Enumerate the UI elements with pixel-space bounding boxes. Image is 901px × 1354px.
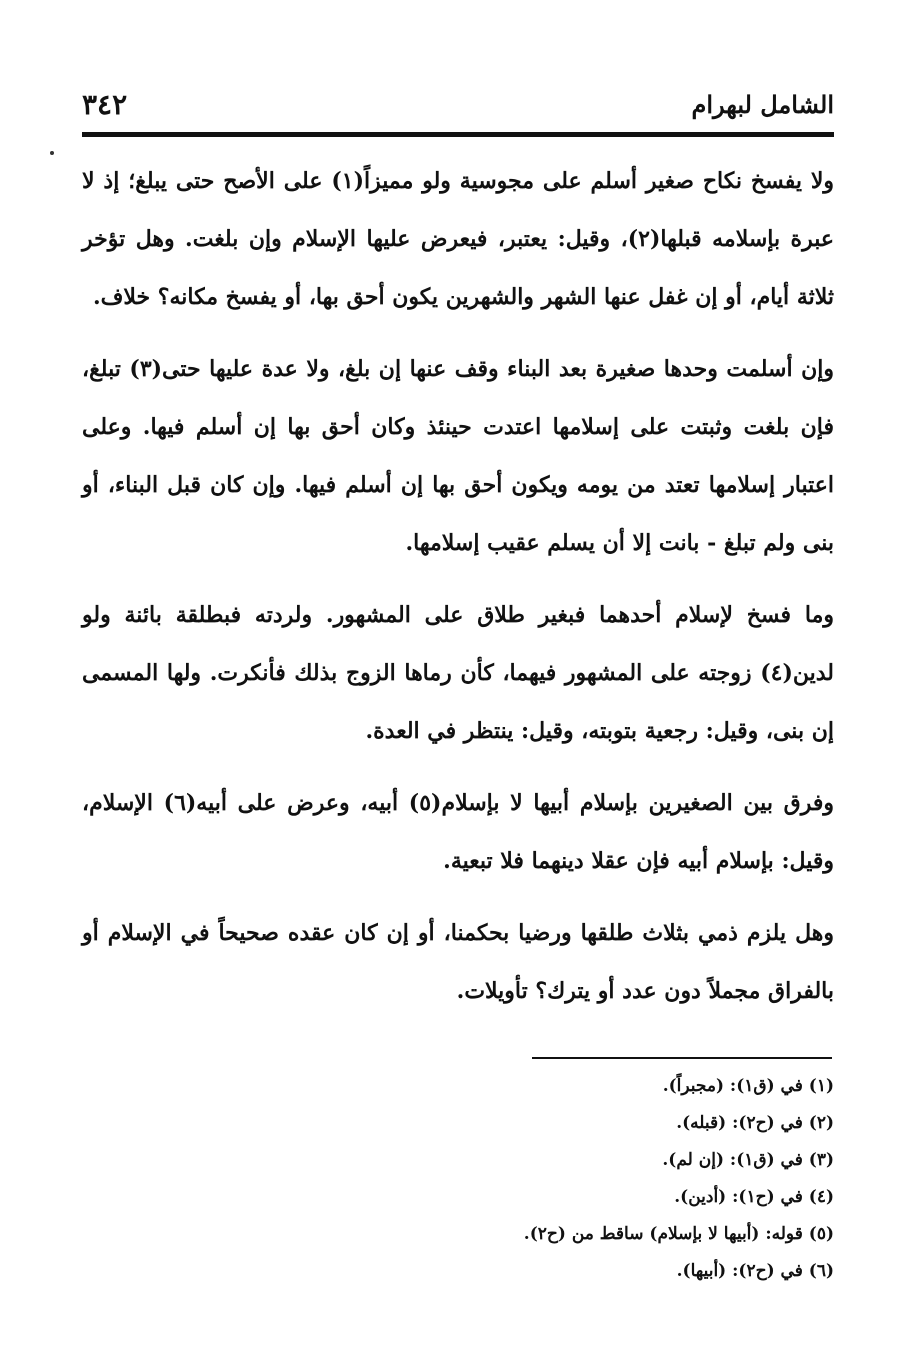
footnotes xyxy=(82,1068,834,1290)
footnote: (٢) في (ح٢): (قبله). xyxy=(676,1113,834,1133)
footnote-separator xyxy=(532,1057,832,1059)
running-title: الشامل لبهرام xyxy=(691,90,834,119)
main-text xyxy=(82,152,834,1034)
scan-speck xyxy=(50,151,54,155)
footnote: (٤) في (ح١): (أدين). xyxy=(674,1187,834,1207)
paragraph: وفرق بين الصغيرين بإسلام أبيها لا بإسلام(٥) أبيه، وعرض على أبيه(٦) الإسلام، وقيل: بإسلام أبيه فإن عقلا دينهما فلا تبعية. xyxy=(82,790,834,874)
paragraph: وإن أسلمت وحدها صغيرة بعد البناء وقف عنها إن بلغ، ولا عدة عليها حتى(٣) تبلغ، فإن بلغت وثبتت على إسلامها اعتدت حينئذ وكان أحق بها إن أسلم فيها. وعلى اعتبار إسلامها تعتد من يومه ويكون أحق بها إن أسلم فيها. وإن كان قبل البناء، أو بنى ولم تبلغ - بانت إلا أن يسلم عقيب إسلامها. xyxy=(82,356,834,556)
paragraph: وهل يلزم ذمي بثلاث طلقها ورضيا بحكمنا، أو إن كان عقده صحيحاً في الإسلام أو بالفراق مجملاً دون عدد أو يترك؟ تأويلات. xyxy=(82,920,834,1004)
page-header xyxy=(82,88,834,128)
footnote: (٥) قوله: (أبيها لا بإسلام) ساقط من (ح٢). xyxy=(523,1224,834,1244)
header-rule xyxy=(82,132,834,137)
page-number: ٣٤٢ xyxy=(82,88,128,121)
footnote: (١) في (ق١): (مجبراً). xyxy=(662,1076,834,1096)
footnote: (٦) في (ح٢): (أبيها). xyxy=(676,1261,834,1281)
paragraph: ولا يفسخ نكاح صغير أسلم على مجوسية ولو مميزاً(١) على الأصح حتى يبلغ؛ إذ لا عبرة بإسلامه قبلها(٢)، وقيل: يعتبر، فيعرض عليها الإسلام وإن بلغت. وهل تؤخر ثلاثة أيام، أو إن غفل عنها الشهر والشهرين يكون أحق بها، أو يفسخ مكانه؟ خلاف. xyxy=(82,168,834,310)
footnote: (٣) في (ق١): (إن لم). xyxy=(662,1150,834,1170)
paragraph: وما فسخ لإسلام أحدهما فبغير طلاق على المشهور. ولردته فبطلقة بائنة ولو لدين(٤) زوجته على المشهور فيهما، كأن رماها الزوج بذلك فأنكرت. ولها المسمى إن بنى، وقيل: رجعية بتوبته، وقيل: ينتظر في العدة. xyxy=(82,602,834,744)
